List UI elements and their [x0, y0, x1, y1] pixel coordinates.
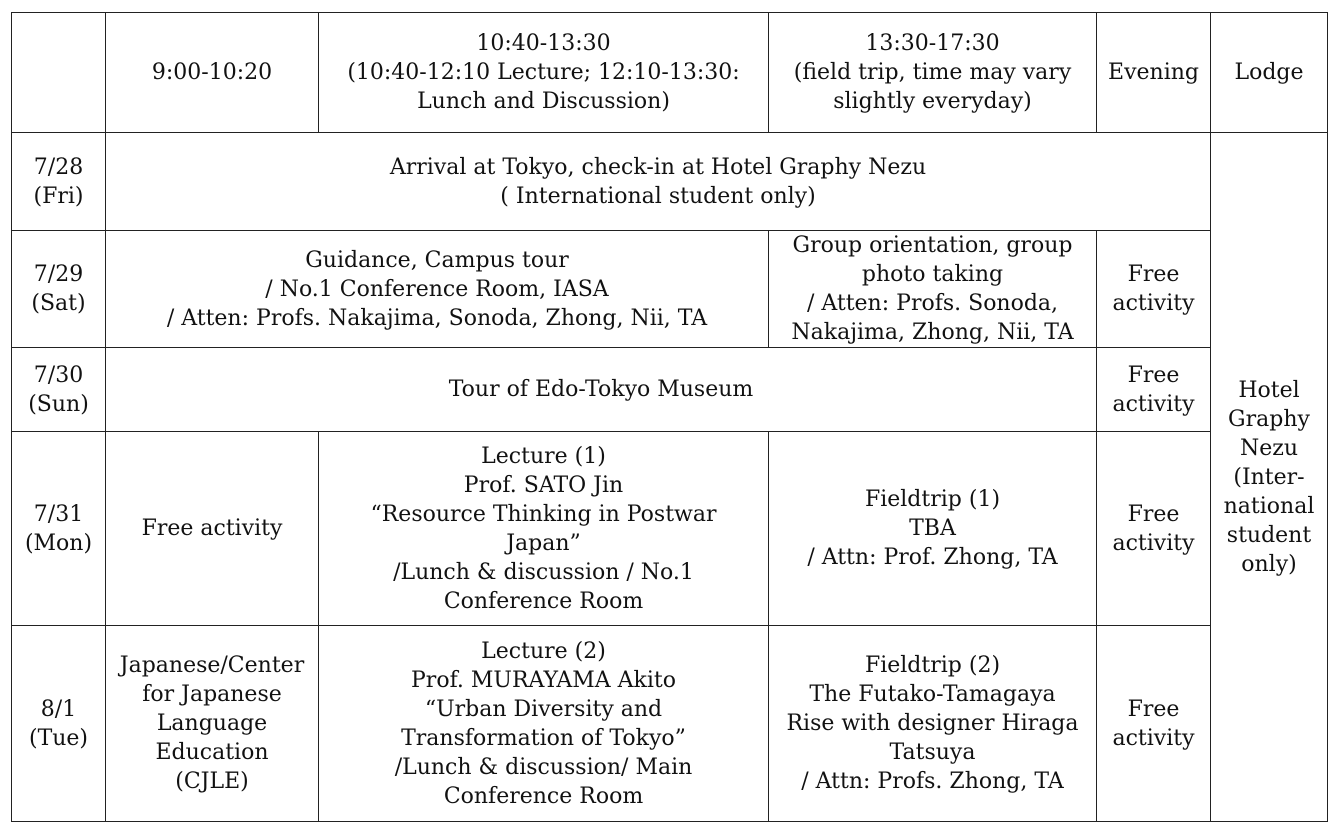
- orientation-cell: Group orientation, group photo taking / Atten: Profs. Sonoda, Nakajima, Zhong, Nii, TA: [769, 231, 1097, 348]
- header-1040: 10:40-13:30 (10:40-12:10 Lecture; 12:10-13:30: Lunch and Discussion): [319, 13, 769, 133]
- guidance-cell: Guidance, Campus tour / No.1 Conference Room, IASA / Atten: Profs. Nakajima, Sonoda, Zhong, Nii, TA: [106, 231, 769, 348]
- lodge-cell: Hotel Graphy Nezu (Inter- national student only): [1211, 133, 1328, 822]
- evening-0730: Free activity: [1097, 348, 1211, 432]
- arrival-cell: Arrival at Tokyo, check-in at Hotel Graphy Nezu ( International student only): [106, 133, 1211, 231]
- header-lodge: Lodge: [1211, 13, 1328, 133]
- evening-0801: Free activity: [1097, 626, 1211, 822]
- fieldtrip-2-cell: Fieldtrip (2) The Futako-Tamagaya Rise with designer Hiraga Tatsuya / Attn: Profs. Zhong, TA: [769, 626, 1097, 822]
- header-0900: 9:00-10:20: [106, 13, 319, 133]
- date-0731: 7/31 (Mon): [12, 432, 106, 626]
- row-0801: [12, 626, 1328, 822]
- evening-0731: Free activity: [1097, 432, 1211, 626]
- header-row: [12, 13, 1328, 133]
- fieldtrip-1-cell: Fieldtrip (1) TBA / Attn: Prof. Zhong, TA: [769, 432, 1097, 626]
- date-0729: 7/29 (Sat): [12, 231, 106, 348]
- row-0728: [12, 133, 1328, 231]
- schedule-table: [11, 12, 1328, 822]
- evening-0729: Free activity: [1097, 231, 1211, 348]
- date-0801: 8/1 (Tue): [12, 626, 106, 822]
- row-0730: [12, 348, 1328, 432]
- museum-tour-cell: Tour of Edo-Tokyo Museum: [106, 348, 1097, 432]
- date-0730: 7/30 (Sun): [12, 348, 106, 432]
- date-0728: 7/28 (Fri): [12, 133, 106, 231]
- early-0801: Japanese/Center for Japanese Language Education (CJLE): [106, 626, 319, 822]
- row-0731: [12, 432, 1328, 626]
- header-evening: Evening: [1097, 13, 1211, 133]
- row-0729: [12, 231, 1328, 348]
- header-blank-cell: [12, 13, 106, 133]
- header-1330: 13:30-17:30 (field trip, time may vary slightly everyday): [769, 13, 1097, 133]
- lecture-2-cell: Lecture (2) Prof. MURAYAMA Akito “Urban Diversity and Transformation of Tokyo” /Lunch & discussion/ Main Conference Room: [319, 626, 769, 822]
- lecture-1-cell: Lecture (1) Prof. SATO Jin “Resource Thinking in Postwar Japan” /Lunch & discussion / No.1 Conference Room: [319, 432, 769, 626]
- early-0731: Free activity: [106, 432, 319, 626]
